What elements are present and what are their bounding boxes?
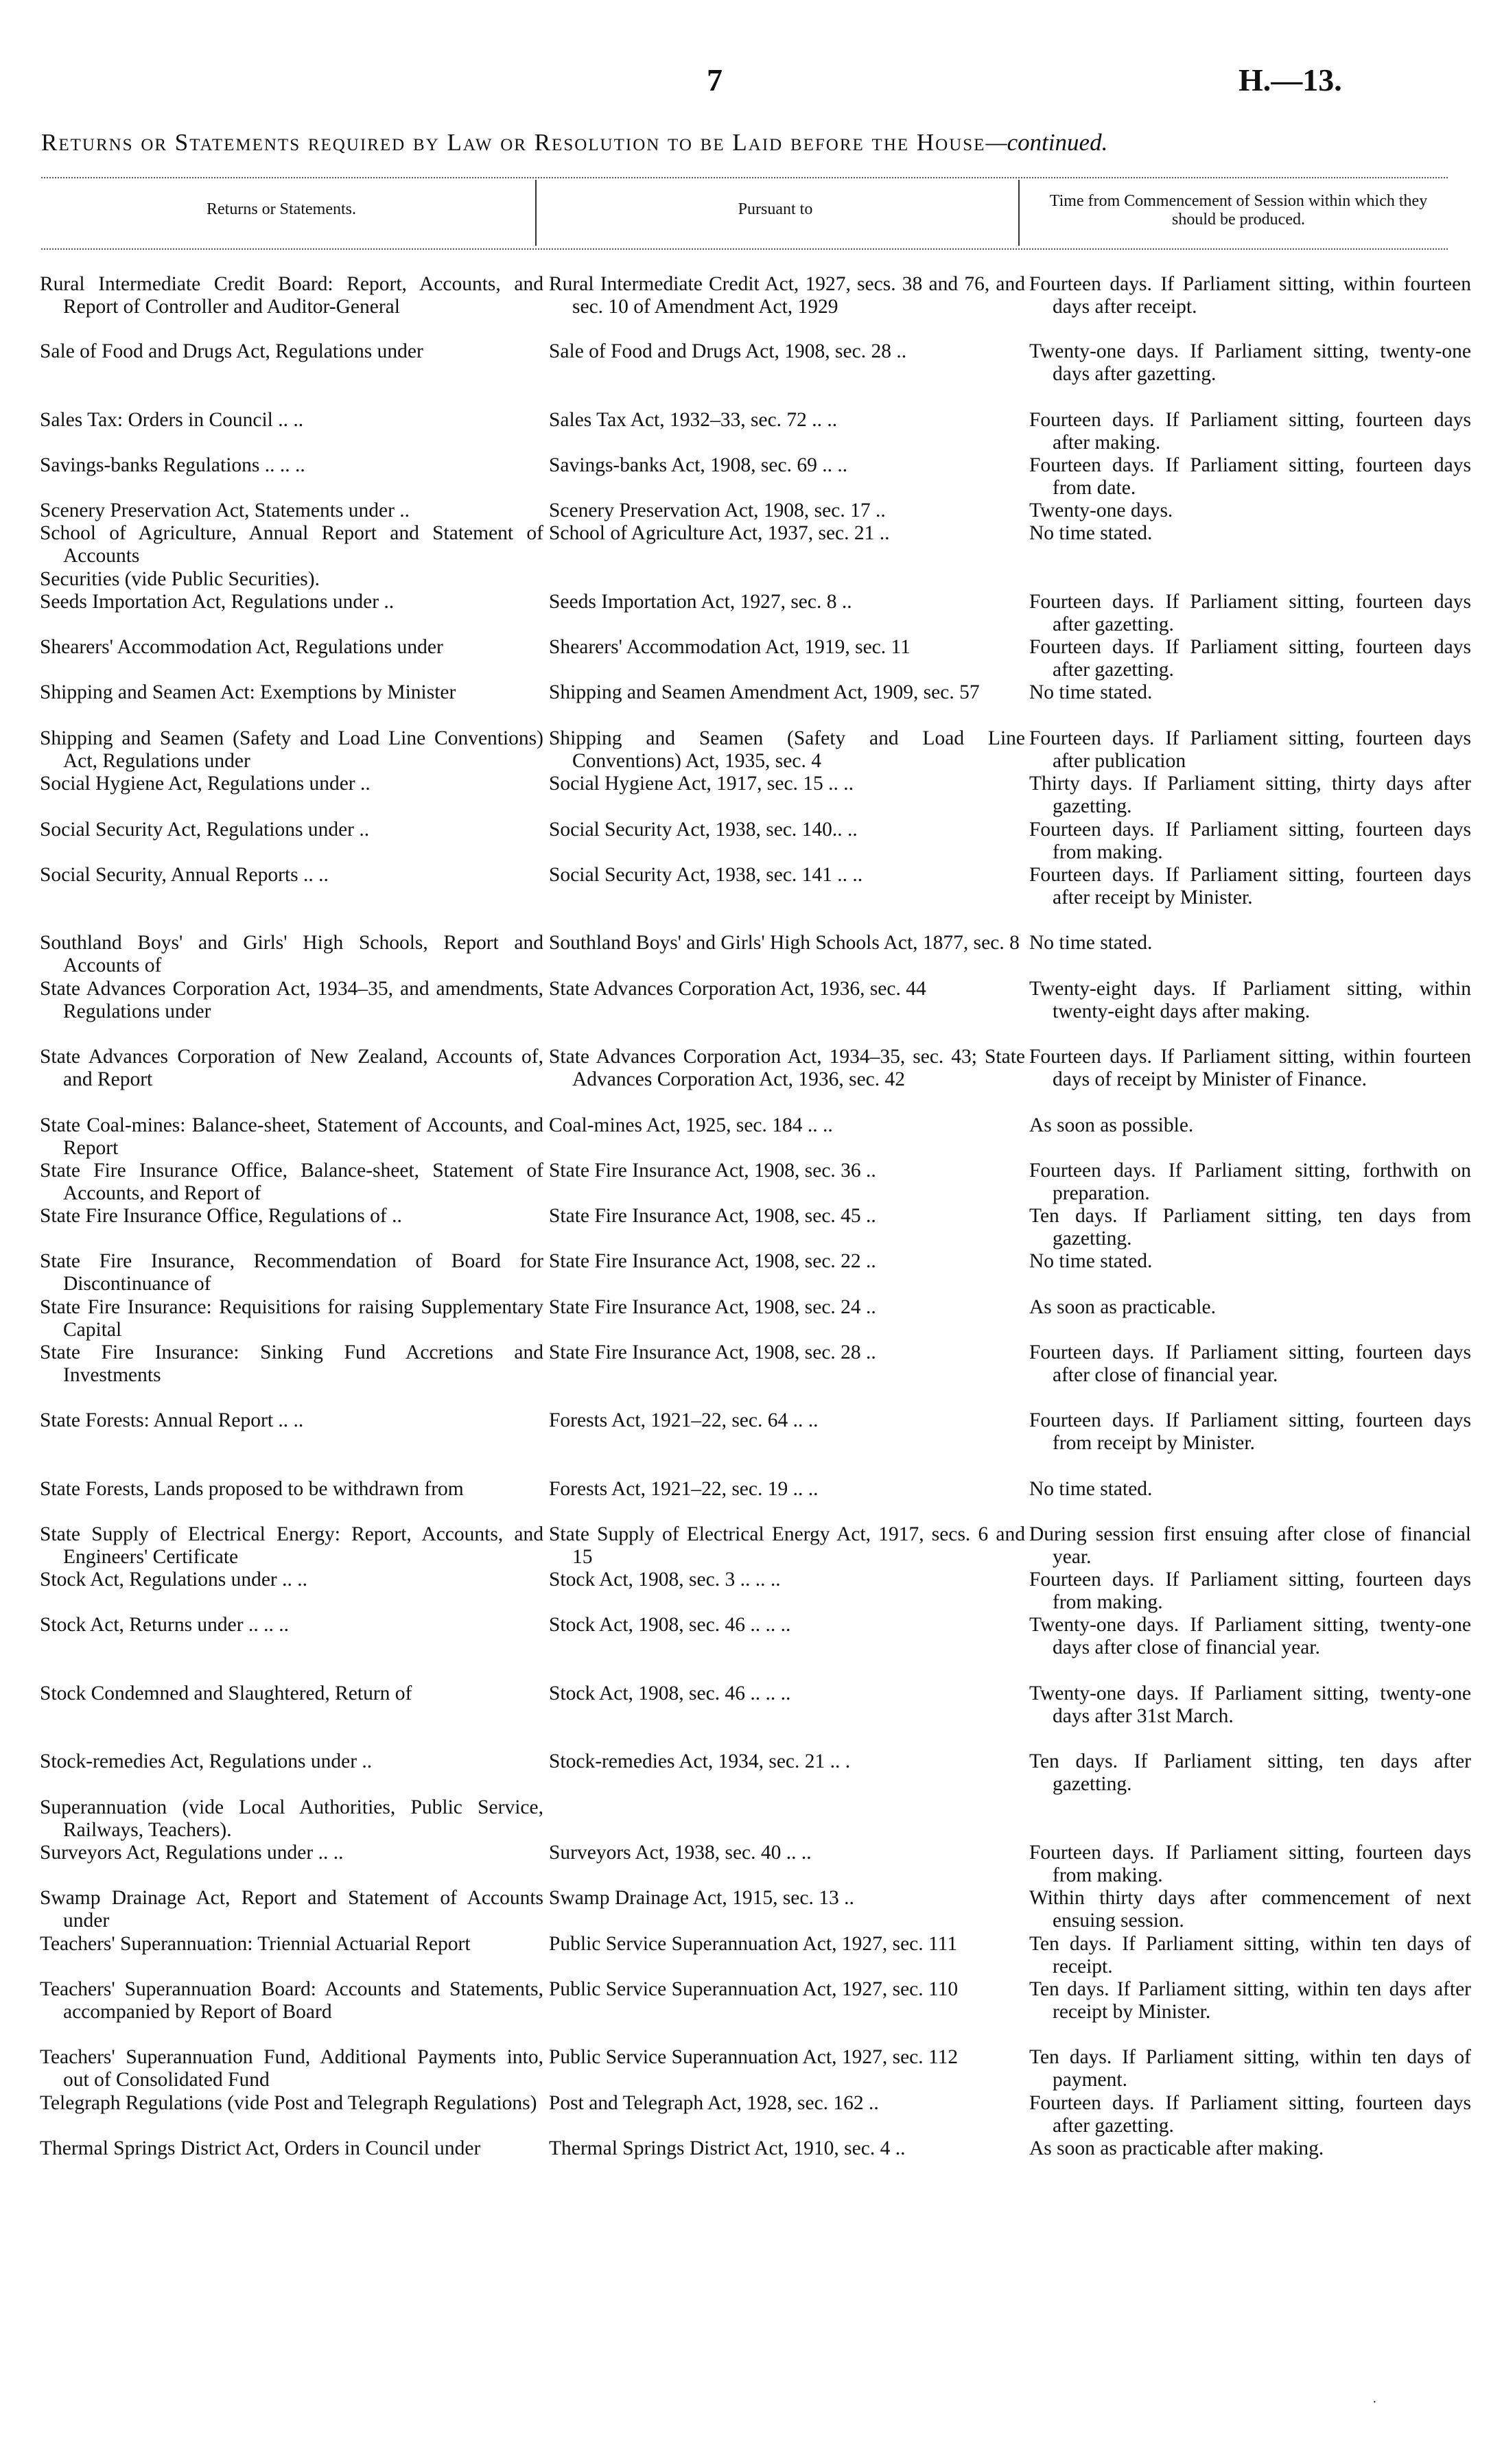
pursuant-cell: Public Service Superannuation Act, 1927, sec. 112 — [549, 2046, 959, 2068]
returns-cell: Superannuation (vide Local Authorities, Public Service, Railways, Teachers). — [40, 1796, 543, 1842]
pursuant-cell: Swamp Drainage Act, 1915, sec. 13 .. — [549, 1887, 854, 1909]
returns-cell: State Coal-mines: Balance-sheet, Statement of Accounts, and Report — [40, 1114, 543, 1160]
page-title — [41, 129, 1448, 156]
returns-cell: Seeds Importation Act, Regulations under .. — [40, 591, 395, 613]
time-cell: Twenty-one days. — [1029, 500, 1173, 521]
returns-cell: State Forests: Annual Report .. .. — [40, 1409, 304, 1431]
returns-cell: Social Security Act, Regulations under .. — [40, 819, 370, 841]
returns-cell: State Fire Insurance, Recommendation of Board for Discontinuance of — [40, 1250, 543, 1295]
pursuant-cell: Forests Act, 1921–22, sec. 64 .. .. — [549, 1409, 819, 1431]
time-cell: Fourteen days. If Parliament sitting, forthwith on preparation. — [1029, 1160, 1471, 1205]
returns-cell: Social Security, Annual Reports .. .. — [40, 864, 329, 886]
pursuant-cell: Shipping and Seamen (Safety and Load Line Conventions) Act, 1935, sec. 4 — [549, 727, 1025, 773]
pursuant-cell: State Fire Insurance Act, 1908, sec. 22 .. — [549, 1250, 876, 1272]
page-number: 7 — [707, 62, 723, 97]
returns-cell: School of Agriculture, Annual Report and Statement of Accounts — [40, 522, 543, 567]
title-suffix: —continued. — [985, 129, 1108, 156]
returns-cell: Savings-banks Regulations .. .. .. — [40, 454, 305, 476]
time-cell: Fourteen days. If Parliament sitting, fourteen days from making. — [1029, 1842, 1471, 1887]
time-cell: As soon as possible. — [1029, 1114, 1194, 1136]
pursuant-cell: Thermal Springs District Act, 1910, sec. 4 .. — [549, 2137, 906, 2159]
returns-cell: State Supply of Electrical Energy: Report, Accounts, and Engineers' Certificate — [40, 1523, 543, 1569]
time-cell: No time stated. — [1029, 932, 1153, 954]
pursuant-cell: State Fire Insurance Act, 1908, sec. 28 .. — [549, 1341, 876, 1363]
returns-cell: Shearers' Accommodation Act, Regulations under — [40, 636, 443, 658]
time-cell: Ten days. If Parliament sitting, ten days after gazetting. — [1029, 1750, 1471, 1796]
pursuant-cell: Coal-mines Act, 1925, sec. 184 .. .. — [549, 1114, 833, 1136]
pursuant-cell: State Fire Insurance Act, 1908, sec. 24 .. — [549, 1296, 876, 1318]
returns-cell: Thermal Springs District Act, Orders in Council under — [40, 2137, 481, 2159]
pursuant-cell: Social Hygiene Act, 1917, sec. 15 .. .. — [549, 773, 854, 795]
time-cell: Ten days. If Parliament sitting, within ten days after receipt by Minister. — [1029, 1978, 1471, 2023]
returns-cell: State Advances Corporation of New Zealand, Accounts of, and Report — [40, 1046, 543, 1091]
returns-cell: Sales Tax: Orders in Council .. .. — [40, 409, 304, 431]
time-cell: Fourteen days. If Parliament sitting, within fourteen days of receipt by Minister of Finance. — [1029, 1046, 1471, 1091]
returns-cell: Securities (vide Public Securities). — [40, 568, 320, 590]
pursuant-cell: Public Service Superannuation Act, 1927, sec. 111 — [549, 1933, 958, 1955]
returns-cell: Teachers' Superannuation Board: Accounts and Statements, accompanied by Report of Board — [40, 1978, 543, 2023]
returns-cell: Rural Intermediate Credit Board: Report, Accounts, and Report of Controller and Auditor-General — [40, 273, 543, 318]
time-cell: Fourteen days. If Parliament sitting, fourteen days after gazetting. — [1029, 591, 1471, 636]
time-cell: Ten days. If Parliament sitting, within ten days of receipt. — [1029, 1933, 1471, 1978]
pursuant-cell: Sales Tax Act, 1932–33, sec. 72 .. .. — [549, 409, 838, 431]
time-cell: Fourteen days. If Parliament sitting, fourteen days after making. — [1029, 409, 1471, 454]
returns-cell: Teachers' Superannuation: Triennial Actuarial Report — [40, 1933, 471, 1955]
returns-cell: Shipping and Seamen (Safety and Load Line Conventions) Act, Regulations under — [40, 727, 543, 773]
pursuant-cell: Surveyors Act, 1938, sec. 40 .. .. — [549, 1842, 812, 1864]
time-cell: No time stated. — [1029, 522, 1153, 544]
pursuant-cell: Social Security Act, 1938, sec. 141 .. .. — [549, 864, 863, 886]
returns-cell: Stock Act, Returns under .. .. .. — [40, 1614, 289, 1636]
pursuant-cell: Savings-banks Act, 1908, sec. 69 .. .. — [549, 454, 848, 476]
title-main: Returns or Statements required by Law or Resolution to be Laid before the House — [41, 129, 986, 156]
pursuant-cell: State Supply of Electrical Energy Act, 1917, secs. 6 and 15 — [549, 1523, 1025, 1569]
pursuant-cell: Scenery Preservation Act, 1908, sec. 17 .. — [549, 500, 886, 521]
pursuant-cell: Forests Act, 1921–22, sec. 19 .. .. — [549, 1478, 819, 1500]
time-cell: Twenty-one days. If Parliament sitting, twenty-one days after 31st March. — [1029, 1682, 1471, 1728]
time-cell: Fourteen days. If Parliament sitting, fourteen days from receipt by Minister. — [1029, 1409, 1471, 1455]
pursuant-cell: Stock Act, 1908, sec. 46 .. .. .. — [549, 1614, 791, 1636]
column-header-pursuant: Pursuant to — [738, 200, 813, 218]
time-cell: During session first ensuing after close of financial year. — [1029, 1523, 1471, 1569]
time-cell: Fourteen days. If Parliament sitting, fourteen days from making. — [1029, 1569, 1471, 1614]
pursuant-cell: Post and Telegraph Act, 1928, sec. 162 .. — [549, 2092, 879, 2114]
time-cell: Fourteen days. If Parliament sitting, fourteen days from date. — [1029, 454, 1471, 500]
pursuant-cell: Stock Act, 1908, sec. 3 .. .. .. — [549, 1569, 781, 1591]
pursuant-cell: Shipping and Seamen Amendment Act, 1909, sec. 57 — [549, 681, 980, 703]
time-cell: No time stated. — [1029, 1250, 1153, 1272]
pursuant-cell: State Advances Corporation Act, 1934–35, sec. 43; State Advances Corporation Act, 1936, sec. 42 — [549, 1046, 1025, 1091]
time-cell: Twenty-one days. If Parliament sitting, twenty-one days after close of financial year. — [1029, 1614, 1471, 1659]
header-divider-2 — [1018, 180, 1020, 246]
pursuant-cell: Southland Boys' and Girls' High Schools Act, 1877, sec. 8 — [549, 932, 1020, 954]
pursuant-cell: Seeds Importation Act, 1927, sec. 8 .. — [549, 591, 852, 613]
returns-cell: Shipping and Seamen Act: Exemptions by Minister — [40, 681, 456, 703]
column-header-time: Time from Commencement of Session within which they should be produced. — [1049, 192, 1428, 228]
time-cell: Within thirty days after commencement of next ensuing session. — [1029, 1887, 1471, 1932]
header-divider-1 — [535, 180, 537, 246]
time-cell: Fourteen days. If Parliament sitting, fourteen days after publication — [1029, 727, 1471, 773]
returns-cell: State Fire Insurance Office, Balance-sheet, Statement of Accounts, and Report of — [40, 1160, 543, 1205]
page-mark: · — [1372, 2395, 1377, 2410]
header-bottom-rule — [41, 248, 1448, 250]
time-cell: Twenty-one days. If Parliament sitting, twenty-one days after gazetting. — [1029, 340, 1471, 386]
time-cell: Twenty-eight days. If Parliament sitting, within twenty-eight days after making. — [1029, 978, 1471, 1023]
time-cell: Fourteen days. If Parliament sitting, fourteen days after close of financial year. — [1029, 1341, 1471, 1387]
column-header-returns: Returns or Statements. — [207, 200, 356, 218]
returns-cell: Stock Act, Regulations under .. .. — [40, 1569, 308, 1591]
time-cell: Thirty days. If Parliament sitting, thirty days after gazetting. — [1029, 773, 1471, 818]
returns-cell: Telegraph Regulations (vide Post and Telegraph Regulations) — [40, 2092, 537, 2114]
returns-cell: Swamp Drainage Act, Report and Statement of Accounts under — [40, 1887, 543, 1932]
time-cell: Ten days. If Parliament sitting, within ten days of payment. — [1029, 2046, 1471, 2091]
returns-cell: Surveyors Act, Regulations under .. .. — [40, 1842, 344, 1864]
document-reference: H.—13. — [1238, 62, 1342, 97]
pursuant-cell: State Advances Corporation Act, 1936, sec. 44 — [549, 978, 926, 1000]
time-cell: Fourteen days. If Parliament sitting, within fourteen days after receipt. — [1029, 273, 1471, 318]
returns-cell: State Forests, Lands proposed to be withdrawn from — [40, 1478, 464, 1500]
returns-cell: Social Hygiene Act, Regulations under .. — [40, 773, 371, 795]
time-cell: As soon as practicable after making. — [1029, 2137, 1324, 2159]
returns-cell: Southland Boys' and Girls' High Schools, Report and Accounts of — [40, 932, 543, 977]
time-cell: Ten days. If Parliament sitting, ten days from gazetting. — [1029, 1205, 1471, 1250]
pursuant-cell: Social Security Act, 1938, sec. 140.. .. — [549, 819, 858, 841]
returns-cell: Sale of Food and Drugs Act, Regulations under — [40, 340, 423, 362]
pursuant-cell: Sale of Food and Drugs Act, 1908, sec. 28 .. — [549, 340, 907, 362]
time-cell: No time stated. — [1029, 681, 1153, 703]
returns-cell: State Fire Insurance: Sinking Fund Accretions and Investments — [40, 1341, 543, 1387]
returns-cell: Teachers' Superannuation Fund, Additional Payments into, out of Consolidated Fund — [40, 2046, 543, 2091]
time-cell: As soon as practicable. — [1029, 1296, 1216, 1318]
pursuant-cell: State Fire Insurance Act, 1908, sec. 45 .. — [549, 1205, 876, 1227]
pursuant-cell: Rural Intermediate Credit Act, 1927, secs. 38 and 76, and sec. 10 of Amendment Act, 1929 — [549, 273, 1025, 318]
time-cell: Fourteen days. If Parliament sitting, fourteen days from making. — [1029, 819, 1471, 864]
pursuant-cell: Stock-remedies Act, 1934, sec. 21 .. . — [549, 1750, 851, 1772]
pursuant-cell: Public Service Superannuation Act, 1927, sec. 110 — [549, 1978, 959, 2000]
time-cell: Fourteen days. If Parliament sitting, fourteen days after gazetting. — [1029, 636, 1471, 681]
pursuant-cell: Shearers' Accommodation Act, 1919, sec. 11 — [549, 636, 911, 658]
returns-cell: State Fire Insurance Office, Regulations of .. — [40, 1205, 402, 1227]
returns-cell: Stock Condemned and Slaughtered, Return of — [40, 1682, 412, 1704]
header-top-rule — [41, 177, 1448, 178]
returns-cell: Stock-remedies Act, Regulations under .. — [40, 1750, 373, 1772]
time-cell: Fourteen days. If Parliament sitting, fourteen days after gazetting. — [1029, 2092, 1471, 2137]
returns-cell: State Advances Corporation Act, 1934–35, and amendments, Regulations under — [40, 978, 543, 1023]
time-cell: Fourteen days. If Parliament sitting, fourteen days after receipt by Minister. — [1029, 864, 1471, 909]
returns-cell: Scenery Preservation Act, Statements under .. — [40, 500, 410, 521]
pursuant-cell: State Fire Insurance Act, 1908, sec. 36 .. — [549, 1160, 876, 1182]
pursuant-cell: School of Agriculture Act, 1937, sec. 21 .. — [549, 522, 890, 544]
time-cell: No time stated. — [1029, 1478, 1153, 1500]
returns-cell: State Fire Insurance: Requisitions for raising Supplementary Capital — [40, 1296, 543, 1341]
pursuant-cell: Stock Act, 1908, sec. 46 .. .. .. — [549, 1682, 791, 1704]
